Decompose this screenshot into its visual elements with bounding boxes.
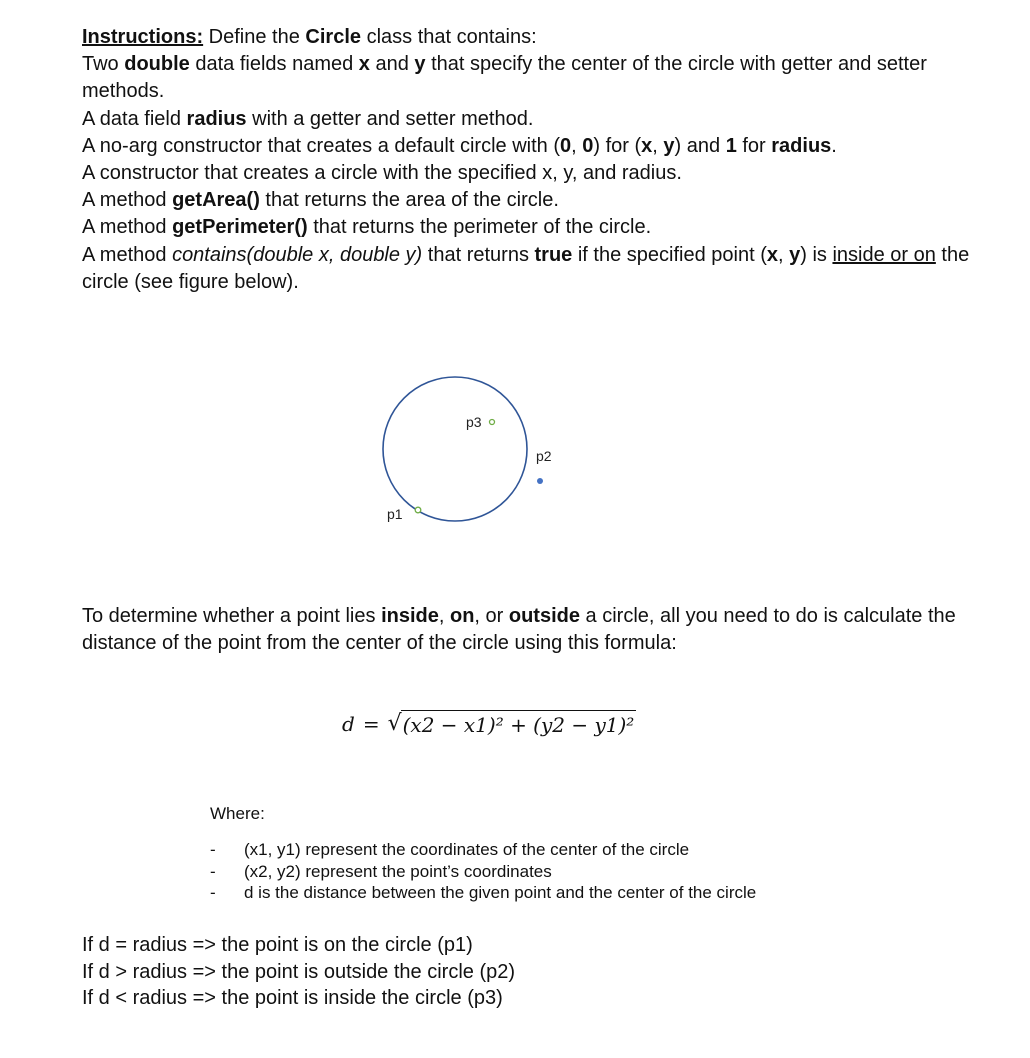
instructions-heading: Instructions: <box>82 26 204 48</box>
instructions-line-6: A method getArea() that returns the area of the circle. <box>82 189 559 212</box>
instructions-line-1: Instructions: Define the Circle class that contains: <box>82 26 537 48</box>
rule-outside-circle: If d > radius => the point is outside the circle (p2) <box>82 960 516 983</box>
list-dash: - <box>210 861 216 881</box>
p3-label: p3 <box>466 414 482 430</box>
instructions-line-8: A method contains(double x, double y) that returns true if the specified point (x, y) is inside or on the circle (see figure below). <box>82 243 970 293</box>
method-contains: contains(double x, double y) <box>172 243 423 266</box>
where-list <box>210 839 756 904</box>
instructions-line-2: Two double data fields named x and y that specify the center of the circle with getter and setter methods. <box>82 53 927 103</box>
circle-outline <box>383 377 527 521</box>
formula-equals: = <box>362 711 380 736</box>
instructions-block <box>82 24 982 296</box>
list-item: - d is the distance between the given point and the center of the circle <box>210 883 757 902</box>
formula-lhs: d <box>342 711 355 736</box>
p2-point <box>537 478 543 484</box>
circle-figure <box>370 370 570 530</box>
list-item: - (x1, y1) represent the coordinates of the center of the circle <box>210 840 690 859</box>
instructions-line-5: A constructor that creates a circle with the specified x, y, and radius. <box>82 162 682 185</box>
rules-block <box>82 932 515 1012</box>
p1-point <box>415 507 421 513</box>
rule-on-circle: If d = radius => the point is on the circle (p1) <box>82 934 473 956</box>
p2-label: p2 <box>536 448 552 464</box>
instructions-line-3: A data field radius with a getter and setter method. <box>82 107 534 130</box>
class-name: Circle <box>305 26 362 48</box>
distance-formula <box>342 710 636 737</box>
p3-point <box>490 420 495 425</box>
method-getarea: getArea() <box>172 189 260 212</box>
method-getperimeter: getPerimeter() <box>172 216 308 239</box>
instructions-line-7: A method getPerimeter() that returns the perimeter of the circle. <box>82 216 652 239</box>
formula-radical: √ <box>387 711 402 736</box>
p1-label: p1 <box>387 506 403 522</box>
list-dash: - <box>210 883 216 902</box>
rule-inside-circle: If d < radius => the point is inside the circle (p3) <box>82 987 503 1009</box>
where-label: Where: <box>210 804 265 823</box>
instructions-line-4: A no-arg constructor that creates a default circle with (0, 0) for (x, y) and 1 for radius. <box>82 134 837 157</box>
list-item: - (x2, y2) represent the point’s coordinates <box>210 861 552 881</box>
explanation-paragraph: To determine whether a point lies inside, on, or outside a circle, all you need to do is calculate the distance of the point from the center of the circle using this formula: <box>82 605 956 654</box>
list-dash: - <box>210 840 216 859</box>
formula-radicand: (x2 − x1)² + (y2 − y1)² <box>401 710 637 737</box>
